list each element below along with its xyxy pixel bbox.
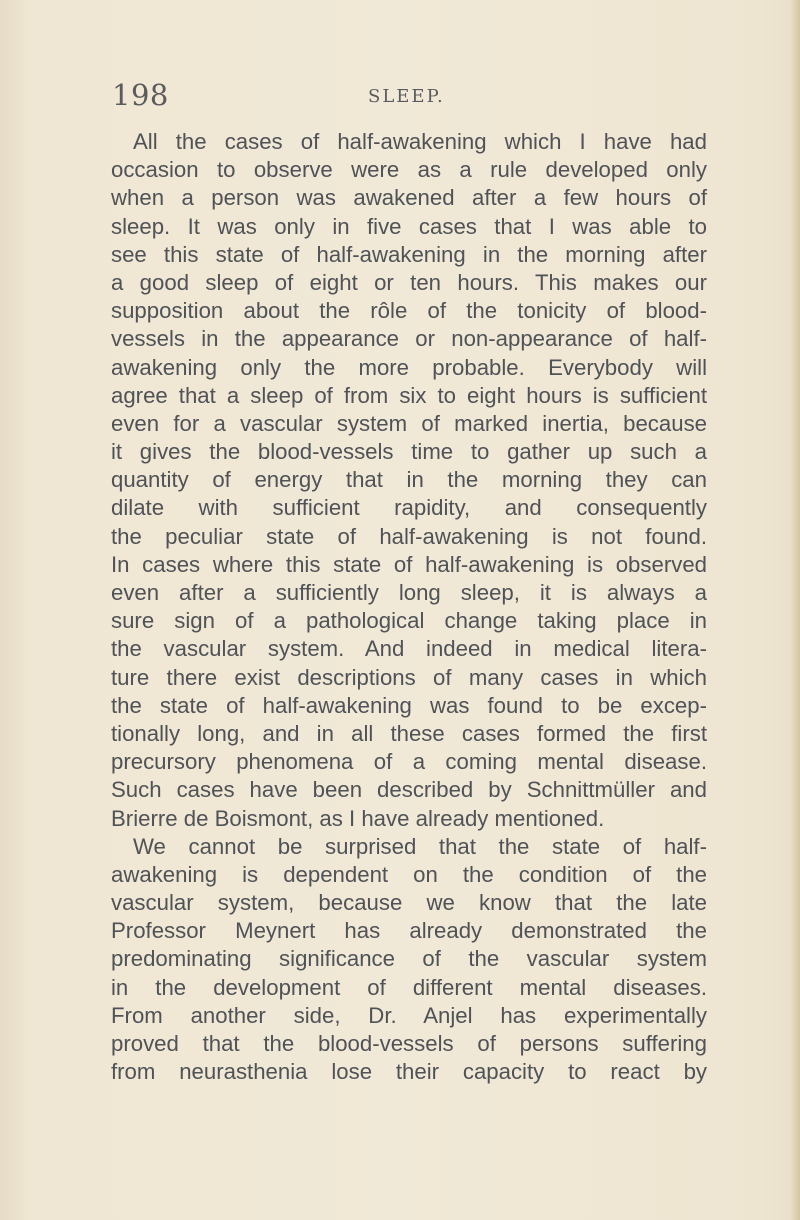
- text-line: the vascular system. And indeed in medical litera-: [111, 636, 707, 662]
- text-line: dilate with sufficient rapidity, and consequently: [111, 495, 707, 521]
- text-line: tionally long, and in all these cases formed the first: [111, 720, 707, 746]
- page-number: 198: [112, 78, 169, 112]
- text-line: predominating significance of the vascular system: [111, 946, 707, 972]
- text-line: vascular system, because we know that the late: [111, 890, 707, 916]
- text-line: ture there exist descriptions of many cases in which: [111, 664, 707, 690]
- text-line: a good sleep of eight or ten hours. This makes our: [111, 269, 707, 295]
- text-line: see this state of half-awakening in the morning after: [111, 241, 707, 267]
- text-line: the state of half-awakening was found to be excep-: [111, 692, 707, 718]
- text-line: awakening only the more probable. Everybody will: [111, 354, 707, 380]
- page-header: [112, 78, 702, 118]
- text-line: From another side, Dr. Anjel has experimentally: [111, 1002, 707, 1028]
- text-line: sure sign of a pathological change taking place in: [111, 608, 707, 634]
- text-line: Such cases have been described by Schnittmüller and: [111, 777, 707, 803]
- text-line: the peculiar state of half-awakening is not found.: [111, 523, 707, 549]
- text-line: from neurasthenia lose their capacity to react by: [111, 1059, 707, 1085]
- text-line: occasion to observe were as a rule developed only: [111, 157, 707, 183]
- page-edge-shadow: [790, 0, 800, 1220]
- running-title: SLEEP.: [368, 86, 445, 107]
- text-line: proved that the blood-vessels of persons suffering: [111, 1031, 707, 1056]
- text-line: in the development of different mental diseases.: [111, 974, 707, 1000]
- text-line: even after a sufficiently long sleep, it is always a: [111, 580, 707, 605]
- text-line: supposition about the rôle of the tonicity of blood-: [111, 298, 707, 324]
- text-line: agree that a sleep of from six to eight hours is sufficient: [111, 382, 707, 408]
- text-line: vessels in the appearance or non-appearance of half-: [111, 326, 707, 352]
- text-line: Professor Meynert has already demonstrated the: [111, 918, 707, 944]
- text-line: sleep. It was only in five cases that I was able to: [111, 213, 707, 239]
- text-line: In cases where this state of half-awakening is observed: [111, 551, 707, 577]
- text-line: when a person was awakened after a few hours of: [111, 185, 707, 211]
- body-text: [111, 128, 707, 1086]
- text-line: awakening is dependent on the condition of the: [111, 861, 707, 887]
- text-line: All the cases of half-awakening which I have had: [133, 129, 707, 154]
- text-line: it gives the blood-vessels time to gather up such a: [111, 439, 707, 465]
- text-line: quantity of energy that in the morning they can: [111, 467, 707, 493]
- text-line: We cannot be surprised that the state of half-: [133, 833, 707, 859]
- text-line: even for a vascular system of marked inertia, because: [111, 410, 707, 436]
- text-line: Brierre de Boismont, as I have already mentioned.: [111, 805, 605, 831]
- text-line: precursory phenomena of a coming mental disease.: [111, 749, 707, 775]
